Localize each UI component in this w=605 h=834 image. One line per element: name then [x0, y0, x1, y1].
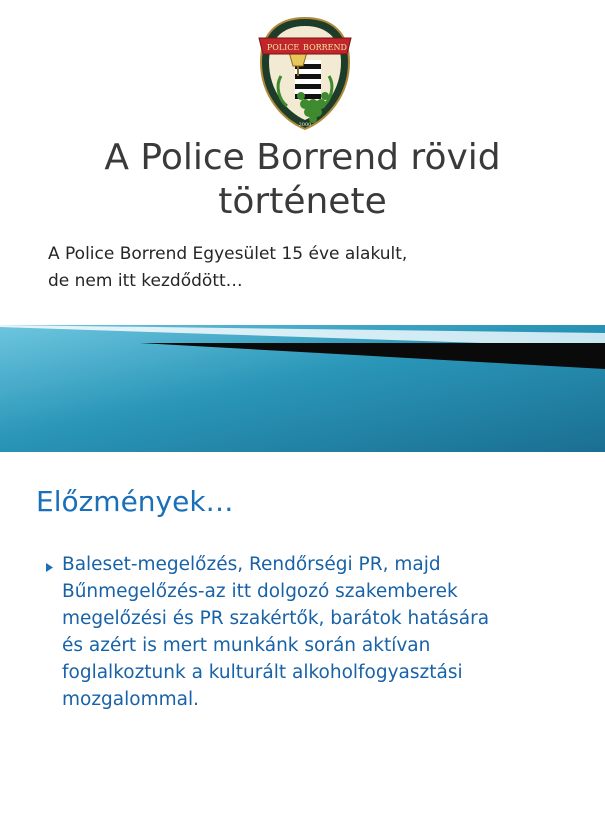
decorative-banner: [0, 325, 605, 452]
body-line-5: foglalkoztunk a kulturált alkoholfogyasztási: [62, 662, 463, 683]
logo-year: 2000: [298, 122, 312, 128]
slide-title-line-1: A Police Borrend rövid: [104, 137, 501, 178]
subtitle-line-1: A Police Borrend Egyesület 15 éve alakult,: [48, 244, 408, 264]
logo-text-borrend: BORREND: [303, 43, 347, 52]
triangle-bullet-icon: [44, 562, 55, 573]
police-borrend-crest-icon: [255, 16, 355, 132]
body-line-2: Bűnmegelőzés-az itt dolgozó szakemberek: [62, 581, 458, 602]
body-paragraph: [62, 551, 582, 713]
slide-title: [0, 136, 605, 224]
body-line-6: mozgalommal.: [62, 689, 199, 710]
body-line-1: Baleset-megelőzés, Rendőrségi PR, majd: [62, 554, 441, 575]
body-line-3: megelőzési és PR szakértők, barátok hatására: [62, 608, 490, 629]
subtitle-line-2: de nem itt kezdődött…: [48, 271, 243, 291]
slide-title-line-2: története: [218, 181, 387, 222]
body-line-4: és azért is mert munkánk során aktívan: [62, 635, 431, 656]
slide-subtitle: [48, 241, 588, 295]
section-heading: Előzmények…: [36, 485, 234, 518]
logo-text-police: POLICE: [266, 43, 300, 52]
